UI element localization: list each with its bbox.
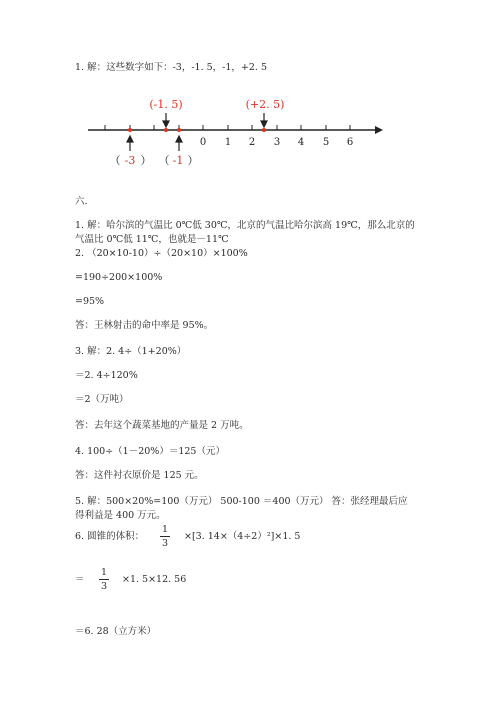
point-pos2-5 — [262, 128, 266, 132]
answer-4-conclusion: 答：这件衬衣原价是 125 元。 — [75, 470, 204, 481]
label-neg1-5: (-1. 5) — [149, 98, 183, 111]
number-line-ticks — [105, 125, 350, 130]
fraction-bar-2 — [99, 579, 109, 580]
answer-3-line-1: 3. 解：2. 4÷（1+20%） — [75, 346, 187, 357]
point-neg1 — [177, 128, 181, 132]
answer-6-line-1-rest: ×[3. 14×（4÷2）²]×1. 5 — [184, 531, 301, 542]
paren-close-neg3: ） — [140, 154, 152, 167]
answer-5-line-2: 得利益是 400 万元。 — [75, 510, 166, 521]
q1-answer: 1. 解：这些数字如下：-3，-1. 5，-1，+2. 5 — [75, 62, 268, 73]
tick-label-1: 1 — [224, 137, 232, 148]
tick-label-2: 2 — [248, 137, 256, 148]
section-title: 六. — [75, 196, 88, 207]
point-neg1-5 — [164, 128, 168, 132]
tick-label-5: 5 — [322, 137, 330, 148]
pointer-arrows — [127, 113, 267, 151]
fraction-one-third — [158, 524, 172, 549]
answer-6-label: 6. 圆锥的体积： — [75, 531, 145, 542]
answer-2-line-1: 2. （20×10-10）÷（20×10）×100% — [75, 248, 248, 259]
fraction-bar — [160, 536, 170, 537]
label-neg3: -3 — [124, 154, 136, 167]
fraction-numerator: 1 — [161, 524, 169, 535]
fraction-denominator-2: 3 — [100, 581, 108, 592]
answer-4-line-1: 4. 100÷（1－20%）＝125（元） — [75, 446, 225, 457]
number-line-arrowhead — [375, 126, 383, 134]
tick-label-3: 3 — [273, 137, 281, 148]
number-line — [0, 0, 500, 180]
answer-3-line-3: ＝2（万吨） — [75, 394, 129, 405]
answer-2-line-2: =190÷200×100% — [75, 272, 163, 283]
tick-label-6: 6 — [346, 137, 354, 148]
answer-2-conclusion: 答：王林射击的命中率是 95%。 — [75, 320, 214, 331]
point-neg3 — [128, 128, 132, 132]
answer-6-equals: ＝ — [75, 574, 85, 585]
paren-close-neg1: ） — [187, 154, 199, 167]
answer-2-line-3: =95% — [75, 296, 105, 307]
label-neg1: -1 — [172, 154, 184, 167]
answer-6-result: ＝6. 28（立方米） — [75, 626, 157, 637]
answer-1-line-2: 气温比 0℃低 11℃，也就是－11℃ — [75, 234, 229, 245]
answer-5-line-1: 5. 解：500×20%=100（万元） 500-100 ＝400（万元） 答：张经理最后应 — [75, 496, 408, 507]
tick-label-0: 0 — [199, 137, 207, 148]
answer-3-line-2: ＝2. 4÷120% — [75, 370, 138, 381]
tick-label-4: 4 — [297, 137, 305, 148]
fraction-one-third-2 — [97, 567, 111, 592]
fraction-denominator: 3 — [161, 538, 169, 549]
answer-6-line-2-rest: ×1. 5×12. 56 — [122, 574, 187, 585]
label-pos2-5: (+2. 5) — [245, 98, 285, 111]
paren-open-neg1: （ — [158, 154, 170, 167]
answer-3-conclusion: 答：去年这个蔬菜基地的产量是 2 万吨。 — [75, 420, 249, 431]
paren-open-neg3: （ — [109, 154, 121, 167]
fraction-numerator-2: 1 — [100, 567, 108, 578]
answer-1-line-1: 1. 解：哈尔滨的气温比 0℃低 30℃，北京的气温比哈尔滨高 19℃，那么北京的 — [75, 220, 415, 231]
